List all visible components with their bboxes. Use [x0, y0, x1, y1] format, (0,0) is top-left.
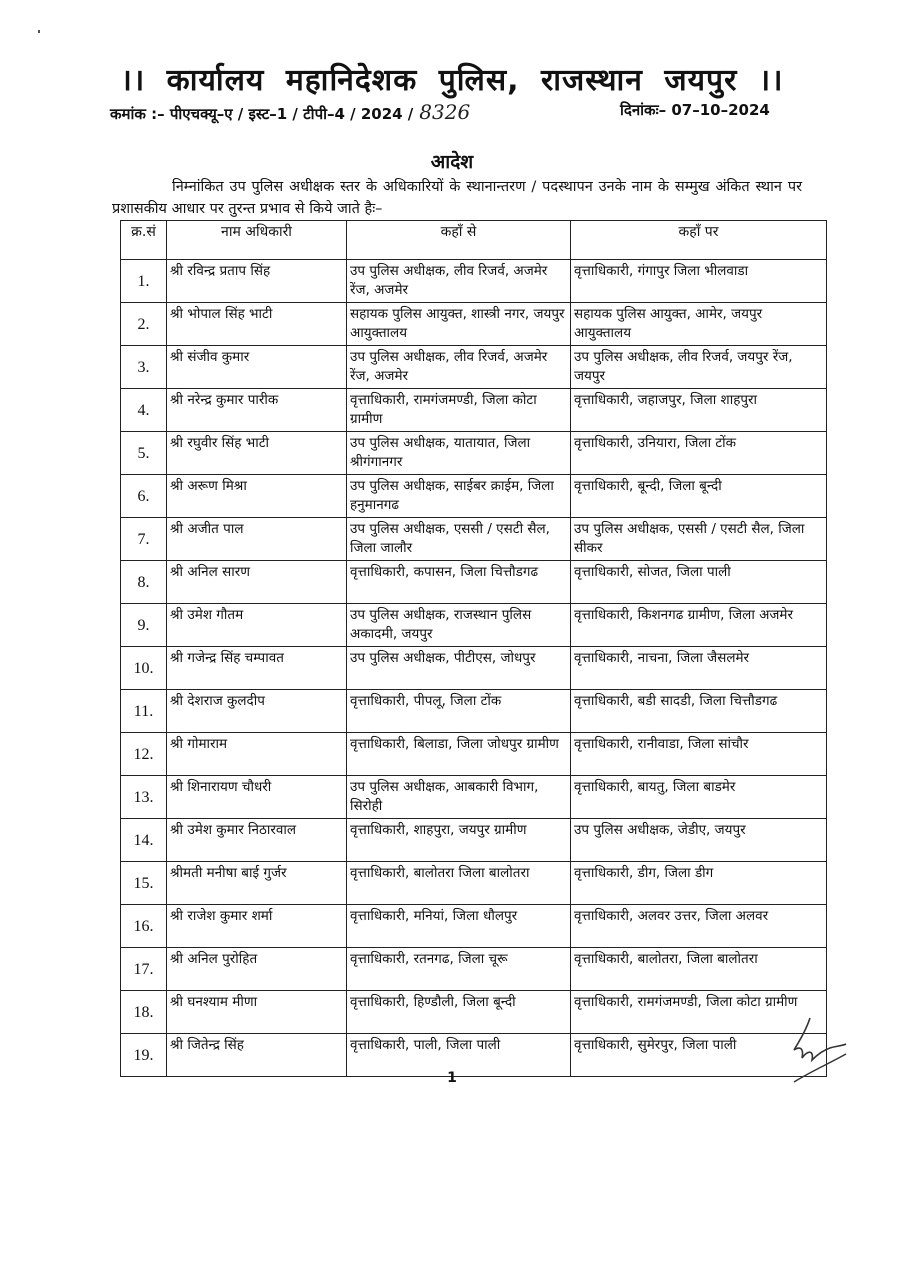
officer-name-cell: श्री जितेन्द्र सिंह [167, 1034, 347, 1077]
officer-name-cell: श्री अनिल सारण [167, 561, 347, 604]
officer-name-cell: श्री अजीत पाल [167, 518, 347, 561]
to-cell: वृत्ताधिकारी, रानीवाडा, जिला सांचौर [571, 733, 827, 776]
serial-cell: 14. [121, 819, 167, 862]
from-cell: वृत्ताधिकारी, पीपलू, जिला टोंक [347, 690, 571, 733]
officer-name-cell: श्री अनिल पुरोहित [167, 948, 347, 991]
to-cell: वृत्ताधिकारी, सुमेरपुर, जिला पाली [571, 1034, 827, 1077]
serial-cell: 19. [121, 1034, 167, 1077]
to-cell: वृत्ताधिकारी, अलवर उत्तर, जिला अलवर [571, 905, 827, 948]
from-cell: वृत्ताधिकारी, रतनगढ, जिला चूरू [347, 948, 571, 991]
from-cell: वृत्ताधिकारी, शाहपुरा, जयपुर ग्रामीण [347, 819, 571, 862]
officer-name-cell: श्री राजेश कुमार शर्मा [167, 905, 347, 948]
from-cell: वृत्ताधिकारी, कपासन, जिला चित्तौडगढ [347, 561, 571, 604]
officer-name-cell: श्री नरेन्द्र कुमार पारीक [167, 389, 347, 432]
from-cell: उप पुलिस अधीक्षक, लीव रिजर्व, अजमेर रेंज, अजमेर [347, 346, 571, 389]
page-number: 1 [447, 1070, 457, 1086]
table-row [121, 905, 827, 948]
order-intro: निम्नांकित उप पुलिस अधीक्षक स्तर के अधिकारियों के स्थानान्तरण / पदस्थापन उनके नाम के सम्मुख अंकित स्थान पर प्रशासकीय आधार पर तुरन्त प्रभाव से किये जाते हैः– [112, 179, 802, 217]
office-title: ।। कार्यालय महानिदेशक पुलिस, राजस्थान जयपुर ।। [120, 63, 784, 98]
to-cell: वृत्ताधिकारी, रामगंजमण्डी, जिला कोटा ग्रामीण [571, 991, 827, 1034]
serial-cell: 12. [121, 733, 167, 776]
officer-name-cell: श्री घनश्याम मीणा [167, 991, 347, 1034]
serial-cell: 11. [121, 690, 167, 733]
from-cell: सहायक पुलिस आयुक्त, शास्त्री नगर, जयपुर आयुक्तालय [347, 303, 571, 346]
serial-cell: 8. [121, 561, 167, 604]
serial-cell: 9. [121, 604, 167, 647]
table-header-row [121, 221, 827, 260]
to-cell: उप पुलिस अधीक्षक, एससी / एसटी सैल, जिला सीकर [571, 518, 827, 561]
from-cell: उप पुलिस अधीक्षक, लीव रिजर्व, अजमेर रेंज, अजमेर [347, 260, 571, 303]
to-cell: वृत्ताधिकारी, डीग, जिला डीग [571, 862, 827, 905]
order-heading: आदेश [430, 151, 474, 173]
serial-cell: 16. [121, 905, 167, 948]
officer-name-cell: श्री उमेश कुमार निठारवाल [167, 819, 347, 862]
officer-name-cell: श्री रविन्द्र प्रताप सिंह [167, 260, 347, 303]
to-cell: वृत्ताधिकारी, नाचना, जिला जैसलमेर [571, 647, 827, 690]
transfer-table [120, 220, 827, 1077]
officer-name-cell: श्रीमती मनीषा बाई गुर्जर [167, 862, 347, 905]
table-row [121, 260, 827, 303]
table-body [121, 260, 827, 1077]
order-date: दिनांकः– 07–10–2024 [620, 101, 770, 119]
table-row [121, 776, 827, 819]
margin-mark [38, 30, 40, 33]
officer-name-cell: श्री भोपाल सिंह भाटी [167, 303, 347, 346]
serial-cell: 15. [121, 862, 167, 905]
header-from: कहाँ से [347, 221, 571, 260]
serial-cell: 5. [121, 432, 167, 475]
from-cell: वृत्ताधिकारी, रामगंजमण्डी, जिला कोटा ग्रामीण [347, 389, 571, 432]
serial-cell: 2. [121, 303, 167, 346]
to-cell: वृत्ताधिकारी, बायतु, जिला बाडमेर [571, 776, 827, 819]
from-cell: उप पुलिस अधीक्षक, एससी / एसटी सैल, जिला जालौर [347, 518, 571, 561]
table-row [121, 604, 827, 647]
officer-name-cell: श्री उमेश गौतम [167, 604, 347, 647]
table-row [121, 518, 827, 561]
from-cell: वृत्ताधिकारी, मनियां, जिला धौलपुर [347, 905, 571, 948]
serial-cell: 7. [121, 518, 167, 561]
table-row [121, 432, 827, 475]
to-cell: सहायक पुलिस आयुक्त, आमेर, जयपुर आयुक्तालय [571, 303, 827, 346]
officer-name-cell: श्री गोमाराम [167, 733, 347, 776]
from-cell: वृत्ताधिकारी, पाली, जिला पाली [347, 1034, 571, 1077]
to-cell: वृत्ताधिकारी, जहाजपुर, जिला शाहपुरा [571, 389, 827, 432]
from-cell: उप पुलिस अधीक्षक, आबकारी विभाग, सिरोही [347, 776, 571, 819]
officer-name-cell: श्री शिनारायण चौधरी [167, 776, 347, 819]
table-row [121, 346, 827, 389]
header-serial: क्र.सं [121, 221, 167, 260]
reference-line [110, 100, 470, 124]
table-row [121, 475, 827, 518]
from-cell: उप पुलिस अधीक्षक, यातायात, जिला श्रीगंगानगर [347, 432, 571, 475]
table-row [121, 690, 827, 733]
serial-cell: 1. [121, 260, 167, 303]
serial-cell: 3. [121, 346, 167, 389]
table-row [121, 862, 827, 905]
to-cell: उप पुलिस अधीक्षक, लीव रिजर्व, जयपुर रेंज, जयपुर [571, 346, 827, 389]
to-cell: वृत्ताधिकारी, किशनगढ ग्रामीण, जिला अजमेर [571, 604, 827, 647]
from-cell: उप पुलिस अधीक्षक, साईबर क्राईम, जिला हनुमानगढ [347, 475, 571, 518]
to-cell: वृत्ताधिकारी, बडी सादडी, जिला चित्तौडगढ [571, 690, 827, 733]
from-cell: वृत्ताधिकारी, हिण्डौली, जिला बून्दी [347, 991, 571, 1034]
table-row [121, 991, 827, 1034]
table-row [121, 647, 827, 690]
from-cell: वृत्ताधिकारी, बालोतरा जिला बालोतरा [347, 862, 571, 905]
officer-name-cell: श्री रघुवीर सिंह भाटी [167, 432, 347, 475]
table-row [121, 819, 827, 862]
to-cell: वृत्ताधिकारी, बालोतरा, जिला बालोतरा [571, 948, 827, 991]
from-cell: उप पुलिस अधीक्षक, राजस्थान पुलिस अकादमी, जयपुर [347, 604, 571, 647]
to-cell: वृत्ताधिकारी, बून्दी, जिला बून्दी [571, 475, 827, 518]
table-row [121, 948, 827, 991]
serial-cell: 4. [121, 389, 167, 432]
from-cell: वृत्ताधिकारी, बिलाडा, जिला जोधपुर ग्रामीण [347, 733, 571, 776]
reference-text: कमांक :– पीएचक्यू–ए / इस्ट–1 / टीपी–4 / 2024 / [110, 105, 414, 123]
serial-cell: 18. [121, 991, 167, 1034]
header-to: कहाँ पर [571, 221, 827, 260]
table-row [121, 389, 827, 432]
to-cell: वृत्ताधिकारी, सोजत, जिला पाली [571, 561, 827, 604]
to-cell: वृत्ताधिकारी, उनियारा, जिला टोंक [571, 432, 827, 475]
serial-cell: 13. [121, 776, 167, 819]
officer-name-cell: श्री अरूण मिश्रा [167, 475, 347, 518]
serial-cell: 10. [121, 647, 167, 690]
serial-cell: 6. [121, 475, 167, 518]
table-row [121, 561, 827, 604]
from-cell: उप पुलिस अधीक्षक, पीटीएस, जोधपुर [347, 647, 571, 690]
to-cell: वृत्ताधिकारी, गंगापुर जिला भीलवाडा [571, 260, 827, 303]
to-cell: उप पुलिस अधीक्षक, जेडीए, जयपुर [571, 819, 827, 862]
officer-name-cell: श्री देशराज कुलदीप [167, 690, 347, 733]
officer-name-cell: श्री संजीव कुमार [167, 346, 347, 389]
reference-number-handwritten: 8326 [419, 100, 471, 124]
table-row [121, 303, 827, 346]
serial-cell: 17. [121, 948, 167, 991]
table-row [121, 733, 827, 776]
officer-name-cell: श्री गजेन्द्र सिंह चम्पावत [167, 647, 347, 690]
header-officer-name: नाम अधिकारी [167, 221, 347, 260]
